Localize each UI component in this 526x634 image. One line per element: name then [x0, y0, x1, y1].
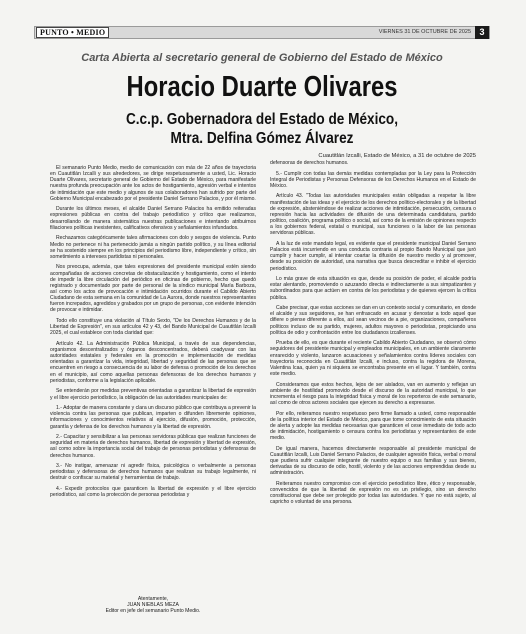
body-paragraph: Artículo 42. La Administración Pública Municipal, a través de sus dependencias, organismos descentralizados y órganos desconcentrados, deberá coadyuvar con las autoridades estatales y federales en la promoción e implementación de medidas orientadas a garantizar la vida, integridad, libertad y seguridad de las personas que se encuentren en riesgo a consecuencia de su labor de defensa o promoción de los derechos en el municipio, así como aquellas personas defensoras de los derechos humanos y periodistas, conforme a la legislación aplicable.: [50, 340, 256, 384]
issue-date: VIERNES 31 DE OCTUBRE DE 2025: [378, 29, 471, 35]
body-column-right: [270, 160, 476, 510]
signature-role: Editor en jefe del semanario Punto Medio.: [105, 608, 201, 615]
body-paragraph: Por ello, reiteramos nuestro respetuoso pero firme llamado a usted, como responsable de la política interior del Estado de México, para que tome conocimiento de esta situación de alerta y adopte las medidas necesarias que garanticen el cese inmediato de todo acto de intimidación, hostigamiento o censura contra los periodistas y representantes de este medio.: [270, 410, 476, 442]
body-paragraph: Cabe precisar, que estas acciones se dan en un contexto social y comunitario, en donde el alcalde y sus seguidores, se han enfrascado en acusar y denostar a todo aquel que difiere o piense diferente a ellos, así sean vecinos de a pie, organizaciones, compañeros políticos incluso de su partido, mujeres, adultos mayores o periodistas, propiciando una política de odio y confrontación entre los ciudadanos izcallenses.: [270, 305, 476, 336]
subhead-line: Mtra. Delfina Gómez Álvarez: [170, 130, 354, 147]
page-header: [34, 26, 490, 39]
body-paragraph: 3.- No instigar, amenazar ni agredir física, psicológica o verbalmente a personas periodistas y defensoras de derechos humanos que realizan su trabajo legalmente, ni destruir o confiscar su material y herramientas de trabajo.: [50, 463, 256, 482]
body-paragraph: Nos preocupa, además, que tales expresiones del presidente municipal estén siendo acompañadas de acciones concretas de obstaculización y hostigamiento, como el intento de impedir la libre circulación del periódico en oficinas de gobierno, hecho que quedó registrado y documentado por parte de personal de la síndico municipal María Barboza, así como los actos de provocación e intimidación ocurridos durante el Cabildo Abierto Ciudadano de esta semana en la comunidad de La Aurora, donde nuestros representantes fueron increpados, agredidos y grabados por un grupo de personas, con evidente intención de provocar e intimidar.: [50, 264, 256, 314]
body-paragraph: Rechazamos categóricamente tales afirmaciones con dolo y sesgos de violencia. Punto Medio no pertenece ni ha pertenecido jamás a ningún partido político, y su línea editorial se ha sostenido siempre en los principios del periodismo libre, independiente y crítico, sin sometimiento a intereses partidistas ni personales.: [50, 235, 256, 260]
article-kicker: Carta Abierta al secretario general de Gobierno del Estado de México: [81, 52, 443, 64]
body-paragraph: Artículo 43. "Todas las autoridades municipales están obligadas a respetar la libre manifestación de las ideas y el ejercicio de los derechos político-electorales y de la libertad de expresión, absteniéndose de realizar acciones de intimidación, persecución, censura o represión hacia las actividades de difusión de una determinada candidatura, partido político, coalición, programa político o social, así como de la emisión de opiniones respecto a los gobiernos federal, estatal o municipal, sus funciones o la labor de las personas servidoras públicas.: [270, 193, 476, 237]
body-paragraph: Reiteramos nuestro compromiso con el ejercicio periodístico libre, ético y responsable, convencidos de que la libertad de expresión no es un privilegio, sino un derecho constitucional que debe ser protegido por todas las autoridades. Y que no está sujeto, al capricho o voluntad de una persona.: [270, 480, 476, 506]
signature-name: JUAN NIEBLAS MEZA: [127, 602, 179, 609]
article-subhead: [68, 110, 456, 148]
body-paragraph: 5.- Cumplir con todas las demás medidas contempladas por la Ley para la Protección Integral de Periodistas y Personas Defensoras de los Derechos Humanos en el Estado de México.: [270, 170, 476, 189]
body-paragraph: Se entenderán por medidas preventivas orientadas a garantizar la libertad de expresión y el libre ejercicio periodístico, la obligación de las autoridades municipales de:: [50, 388, 256, 401]
body-paragraph: 2.- Capacitar y sensibilizar a las personas servidoras públicas que realizan funciones de seguridad en materia de derechos humanos, libertad de expresión y libertad de expresión, así como sobre la importancia social del trabajo de personas periodistas y defensoras de derechos humanos.: [50, 434, 256, 459]
body-paragraph: El semanario Punto Medio, medio de comunicación con más de 22 años de trayectoria en Cuautitlán Izcalli y sus alrededores, se dirige respetuosamente a usted, Lic. Horacio Duarte Olivares, secretario general de Gobierno del Estado de México, para manifestarle nuestra profunda preocupación ante los actos de hostigamiento, agresión verbal e intentos de intimidación que este medio y algunos de sus colaboradores han sufrido por parte del Gobierno Municipal encabezado por el presidente Daniel Serrano Palacios, y por él mismo.: [50, 165, 256, 202]
subhead-line: C.c.p. Gobernadora del Estado de México,: [125, 111, 399, 128]
body-paragraph: defensoras de derechos humanos.: [270, 160, 349, 166]
body-paragraph: Todo ello constituye una violación al Título Sexto, "De los Derechos Humanos y de la Libertad de Expresión", en sus artículos 42 y 43, del Bando Municipal de Cuautitlán Izcalli 2025, el cual establece con toda claridad que:: [50, 318, 256, 337]
body-paragraph: Durante los últimos meses, el alcalde Daniel Serrano Palacios ha emitido reiteradas expresiones públicas en contra del trabajo periodístico y crítico que realizamos, desarrollando de manera sistemática nuestras publicaciones e intentando atribuirnos filiaciones políticas inexistentes, calificativos ofensivos y señalamientos infundados.: [50, 206, 256, 231]
article-dateline: Cuautitlán Izcalli, Estado de México, a 31 de octubre de 2025: [318, 153, 476, 159]
article-headline: Horacio Duarte Olivares: [126, 71, 398, 103]
body-paragraph: 1.- Adoptar de manera constante y clara un discurso público que contribuya a prevenir la violencia contra las personas que publican, imparten o difunden libremente opiniones, informaciones y conocimientos relativos al ejercicio, difusión, promoción, protección, garantía y defensa de los derechos humanos y la libertad de expresión.: [50, 405, 256, 430]
body-paragraph: Consideramos que estos hechos, lejos de ser aislados, van en aumento y reflejan un ambiente de hostilidad promovido desde el discurso de la autoridad municipal, lo que incrementa el riesgo para la integridad física y moral de los reporteros de este semanario, así como de otros actores sociales que ejercen su derecho a expresarse.: [270, 381, 476, 407]
body-paragraph: Prueba de ello, es que durante el reciente Cabildo Abierto Ciudadano, se observó cómo seguidores del presidente municipal y empleados municipales, en un ambiente claramente enrarecido y violento, lanzaron acusaciones y señalamientos contra líderes sociales con trayectoria reconocida en Cuautitlán Izcalli, e incluso, contra la regidora de Morena, Valentina Icaa, quien ya ni siquiera se encontraba presente en el lugar. Y también, contra este medio.: [270, 340, 476, 378]
newspaper-logo: PUNTO • MEDIO: [36, 27, 109, 38]
body-column-left: [50, 165, 256, 503]
signature-closing: Atentamente,: [137, 596, 169, 602]
body-paragraph: 4.- Expedir protocolos que garanticen la libertad de expresión y el libre ejercicio periodístico, así como la protección de personas periodistas y: [50, 485, 256, 499]
body-paragraph: A la luz de este mandato legal, es evidente que el presidente municipal Daniel Serrano Palacios está incurriendo en una conducta contraria al propio Bando Municipal que juró cumplir y hacer cumplir, al intentar coartar la difusión de nuestro medio y al promover, desde su posición de autoridad, una narrativa que busca descreditar e inhibir el ejercicio periodístico.: [270, 240, 476, 272]
signature-block: [50, 596, 256, 615]
body-paragraph: De igual manera, hacemos directamente responsable al presidente municipal de Cuautitlán Izcalli, Luis Daniel Serrano Palacios, de cualquier agresión física, verbal o moral que pudiera sufrir cualquier integrante de nuestro equipo o sus familias y sus bienes, derivadas de su discurso de odio, hostil, violento y de las acciones emprendidas desde su administración.: [270, 445, 476, 477]
body-paragraph: Lo más grave de esta situación es que, desde su posición de poder, el alcalde podría estar alentando, promoviendo o azuzando directa e indirectamente a sus simpatizantes y subordinados para que actúen en contra de los periodistas y de quienes ejercen la crítica pública.: [270, 276, 476, 301]
page-number: 3: [475, 26, 489, 39]
